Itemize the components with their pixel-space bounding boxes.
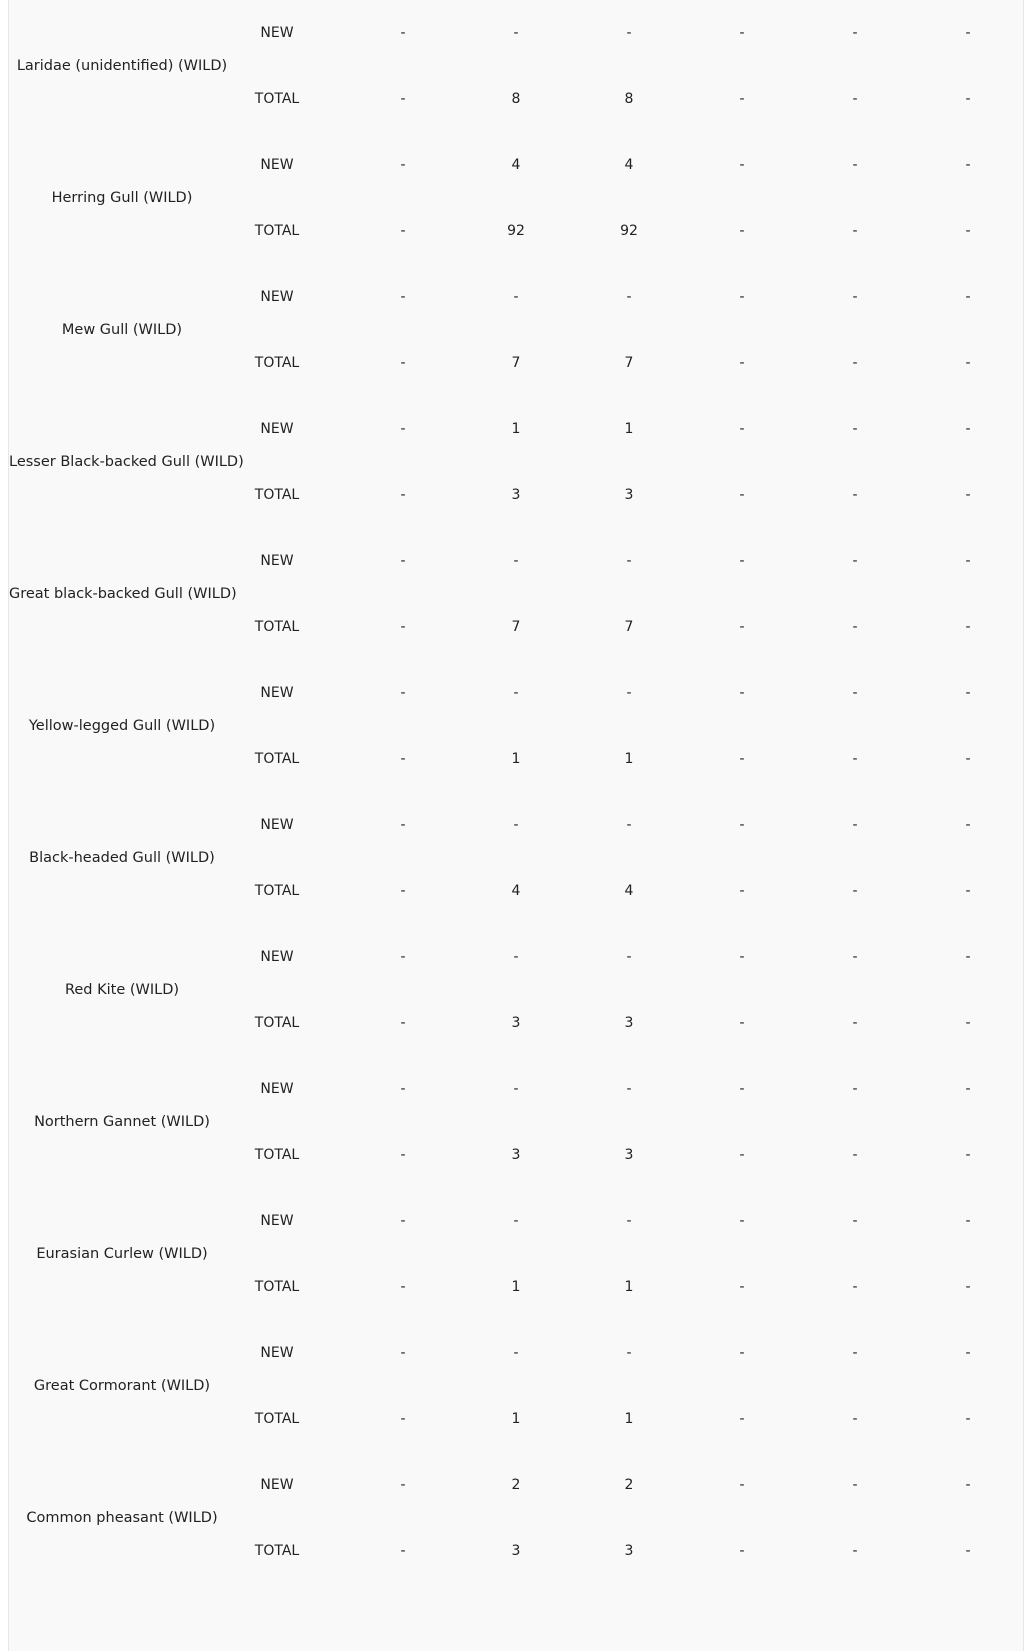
total-count-cell: - — [400, 619, 406, 635]
total-label: TOTAL — [254, 751, 300, 767]
new-count-cell: - — [965, 817, 971, 833]
species-row — [9, 132, 1025, 264]
new-count-cell: - — [965, 1081, 971, 1097]
total-label: TOTAL — [254, 223, 300, 239]
new-count-cell: - — [852, 289, 858, 305]
total-count-cell: - — [400, 487, 406, 503]
new-count-cell: 2 — [624, 1477, 634, 1493]
species-name: Red Kite (WILD) — [64, 982, 180, 998]
new-count-cell: - — [400, 25, 406, 41]
new-count-cell: - — [626, 553, 632, 569]
total-count-cell: - — [965, 883, 971, 899]
new-count-cell: - — [400, 949, 406, 965]
total-count-cell: 3 — [511, 1147, 521, 1163]
total-count-cell: - — [400, 355, 406, 371]
species-name: Black-headed Gull (WILD) — [29, 850, 215, 866]
new-count-cell: - — [965, 289, 971, 305]
total-count-cell: - — [739, 751, 745, 767]
species-name: Laridae (unidentified) (WILD) — [16, 58, 228, 74]
new-count-cell: - — [400, 421, 406, 437]
total-count-cell: 1 — [624, 1411, 634, 1427]
total-count-cell: 92 — [620, 223, 638, 239]
total-count-row — [9, 1277, 1025, 1297]
new-label: NEW — [260, 25, 294, 41]
new-count-cell: - — [965, 1345, 971, 1361]
new-count-row — [9, 1343, 1025, 1363]
total-label: TOTAL — [254, 355, 300, 371]
total-count-cell: - — [965, 487, 971, 503]
new-label: NEW — [260, 685, 294, 701]
total-count-cell: - — [965, 751, 971, 767]
total-label: TOTAL — [254, 883, 300, 899]
new-count-cell: - — [852, 1213, 858, 1229]
total-count-cell: - — [739, 1279, 745, 1295]
new-count-cell: - — [739, 25, 745, 41]
total-count-cell: 1 — [511, 1411, 521, 1427]
species-row — [9, 792, 1025, 924]
species-table-body — [9, 0, 1025, 1584]
new-count-cell: - — [852, 1477, 858, 1493]
total-count-cell: 8 — [624, 91, 634, 107]
total-count-row — [9, 1409, 1025, 1429]
total-count-cell: - — [400, 883, 406, 899]
new-count-cell: - — [626, 949, 632, 965]
total-count-row — [9, 1541, 1025, 1561]
new-count-cell: - — [852, 553, 858, 569]
new-label: NEW — [260, 553, 294, 569]
total-count-row — [9, 881, 1025, 901]
total-count-cell: 3 — [511, 1543, 521, 1559]
species-name: Great Cormorant (WILD) — [33, 1378, 211, 1394]
new-count-row — [9, 947, 1025, 967]
total-count-cell: - — [852, 1411, 858, 1427]
species-row — [9, 528, 1025, 660]
total-count-cell: - — [400, 751, 406, 767]
total-count-cell: - — [400, 1279, 406, 1295]
total-count-cell: - — [739, 1015, 745, 1031]
new-count-cell: - — [513, 1081, 519, 1097]
total-count-cell: - — [400, 1543, 406, 1559]
new-count-cell: - — [626, 685, 632, 701]
total-count-row — [9, 1145, 1025, 1165]
new-count-cell: - — [513, 1345, 519, 1361]
species-table-panel — [8, 0, 1024, 1651]
species-row — [9, 396, 1025, 528]
new-count-cell: - — [400, 289, 406, 305]
total-count-cell: - — [965, 1543, 971, 1559]
total-count-cell: - — [852, 91, 858, 107]
new-count-cell: - — [513, 949, 519, 965]
species-row — [9, 0, 1025, 132]
new-count-cell: - — [739, 1477, 745, 1493]
species-row — [9, 1320, 1025, 1452]
new-count-cell: - — [965, 685, 971, 701]
total-count-cell: 3 — [511, 487, 521, 503]
total-count-row — [9, 485, 1025, 505]
total-count-row — [9, 617, 1025, 637]
new-count-cell: - — [626, 1345, 632, 1361]
total-count-cell: - — [400, 1147, 406, 1163]
new-count-cell: - — [513, 817, 519, 833]
new-count-cell: - — [400, 685, 406, 701]
total-count-cell: - — [400, 223, 406, 239]
total-count-cell: 1 — [624, 1279, 634, 1295]
total-count-cell: - — [739, 619, 745, 635]
total-label: TOTAL — [254, 1411, 300, 1427]
new-count-row — [9, 23, 1025, 43]
new-count-cell: - — [965, 1213, 971, 1229]
new-count-cell: - — [965, 949, 971, 965]
new-count-cell: - — [852, 1345, 858, 1361]
new-count-cell: 4 — [511, 157, 521, 173]
total-label: TOTAL — [254, 1543, 300, 1559]
total-count-cell: - — [400, 1411, 406, 1427]
new-label: NEW — [260, 949, 294, 965]
total-count-cell: 3 — [624, 1015, 634, 1031]
new-count-cell: - — [965, 157, 971, 173]
total-count-cell: - — [852, 751, 858, 767]
new-count-cell: - — [513, 289, 519, 305]
total-count-cell: - — [965, 355, 971, 371]
total-count-cell: - — [739, 91, 745, 107]
new-count-cell: - — [400, 1081, 406, 1097]
total-count-cell: - — [739, 1411, 745, 1427]
total-count-cell: 3 — [624, 487, 634, 503]
new-count-row — [9, 155, 1025, 175]
total-count-cell: 1 — [624, 751, 634, 767]
total-count-row — [9, 749, 1025, 769]
species-name: Lesser Black-backed Gull (WILD) — [9, 454, 244, 470]
species-name: Herring Gull (WILD) — [51, 190, 193, 206]
new-count-cell: - — [965, 1477, 971, 1493]
total-count-cell: - — [852, 619, 858, 635]
new-count-cell: - — [852, 1081, 858, 1097]
total-count-cell: 7 — [624, 355, 634, 371]
new-count-cell: - — [965, 25, 971, 41]
new-count-cell: - — [400, 553, 406, 569]
new-count-cell: 1 — [624, 421, 634, 437]
new-count-row — [9, 419, 1025, 439]
total-count-row — [9, 1013, 1025, 1033]
total-count-cell: 3 — [511, 1015, 521, 1031]
species-row — [9, 1452, 1025, 1584]
new-count-cell: - — [852, 421, 858, 437]
total-count-cell: 3 — [624, 1543, 634, 1559]
new-count-cell: - — [852, 157, 858, 173]
total-count-cell: - — [852, 1015, 858, 1031]
new-count-cell: - — [400, 157, 406, 173]
new-count-cell: - — [400, 1345, 406, 1361]
total-count-cell: 1 — [511, 1279, 521, 1295]
total-count-cell: - — [739, 355, 745, 371]
total-count-cell: - — [739, 1147, 745, 1163]
new-count-cell: - — [400, 1477, 406, 1493]
total-count-cell: - — [852, 355, 858, 371]
total-label: TOTAL — [254, 487, 300, 503]
species-row — [9, 924, 1025, 1056]
total-count-row — [9, 353, 1025, 373]
species-name: Great black-backed Gull (WILD) — [9, 586, 237, 602]
new-label: NEW — [260, 421, 294, 437]
total-count-cell: - — [739, 223, 745, 239]
total-count-cell: - — [965, 1279, 971, 1295]
total-label: TOTAL — [254, 91, 300, 107]
total-count-cell: - — [965, 1015, 971, 1031]
new-count-cell: 4 — [624, 157, 634, 173]
total-count-cell: 1 — [511, 751, 521, 767]
new-label: NEW — [260, 1081, 294, 1097]
total-count-cell: - — [852, 1279, 858, 1295]
new-count-cell: - — [513, 685, 519, 701]
new-label: NEW — [260, 157, 294, 173]
species-name: Northern Gannet (WILD) — [34, 1114, 210, 1130]
species-name: Eurasian Curlew (WILD) — [36, 1246, 208, 1262]
new-count-cell: - — [739, 685, 745, 701]
new-count-row — [9, 1211, 1025, 1231]
total-count-row — [9, 89, 1025, 109]
new-count-cell: - — [626, 289, 632, 305]
new-count-cell: - — [739, 421, 745, 437]
new-count-cell: - — [626, 25, 632, 41]
total-label: TOTAL — [254, 1015, 300, 1031]
species-row — [9, 264, 1025, 396]
new-count-cell: - — [739, 1081, 745, 1097]
total-count-cell: 4 — [511, 883, 521, 899]
total-count-cell: - — [400, 1015, 406, 1031]
new-count-cell: - — [852, 25, 858, 41]
total-count-cell: - — [739, 1543, 745, 1559]
total-count-cell: - — [965, 619, 971, 635]
new-label: NEW — [260, 817, 294, 833]
total-count-cell: - — [852, 487, 858, 503]
new-label: NEW — [260, 1345, 294, 1361]
total-count-cell: 7 — [511, 619, 521, 635]
total-count-cell: - — [965, 1147, 971, 1163]
species-name: Yellow-legged Gull (WILD) — [28, 718, 216, 734]
total-count-cell: - — [739, 883, 745, 899]
new-count-cell: - — [626, 817, 632, 833]
new-label: NEW — [260, 289, 294, 305]
new-count-row — [9, 551, 1025, 571]
species-name: Common pheasant (WILD) — [26, 1510, 218, 1526]
total-count-cell: - — [965, 1411, 971, 1427]
new-count-cell: - — [852, 817, 858, 833]
new-count-cell: - — [739, 817, 745, 833]
species-row — [9, 660, 1025, 792]
new-count-cell: 1 — [511, 421, 521, 437]
new-count-cell: - — [739, 289, 745, 305]
new-count-cell: - — [400, 817, 406, 833]
new-count-cell: - — [400, 1213, 406, 1229]
new-count-cell: - — [739, 553, 745, 569]
new-count-cell: - — [739, 157, 745, 173]
new-label: NEW — [260, 1213, 294, 1229]
new-count-cell: - — [513, 553, 519, 569]
new-count-cell: - — [852, 949, 858, 965]
new-count-cell: - — [739, 1213, 745, 1229]
total-count-cell: 8 — [511, 91, 521, 107]
new-count-cell: - — [513, 25, 519, 41]
total-count-row — [9, 221, 1025, 241]
total-count-cell: - — [965, 91, 971, 107]
new-count-cell: - — [513, 1213, 519, 1229]
new-count-cell: 2 — [511, 1477, 521, 1493]
total-count-cell: 7 — [624, 619, 634, 635]
total-count-cell: - — [400, 91, 406, 107]
new-count-row — [9, 287, 1025, 307]
total-label: TOTAL — [254, 1147, 300, 1163]
new-count-cell: - — [626, 1213, 632, 1229]
new-count-cell: - — [739, 1345, 745, 1361]
total-count-cell: - — [852, 223, 858, 239]
species-row — [9, 1188, 1025, 1320]
new-label: NEW — [260, 1477, 294, 1493]
total-label: TOTAL — [254, 619, 300, 635]
total-count-cell: 92 — [507, 223, 525, 239]
species-row — [9, 1056, 1025, 1188]
total-count-cell: 7 — [511, 355, 521, 371]
new-count-cell: - — [965, 421, 971, 437]
total-label: TOTAL — [254, 1279, 300, 1295]
species-name: Mew Gull (WILD) — [61, 322, 183, 338]
total-count-cell: - — [852, 883, 858, 899]
new-count-row — [9, 1475, 1025, 1495]
new-count-cell: - — [965, 553, 971, 569]
new-count-cell: - — [739, 949, 745, 965]
total-count-cell: - — [852, 1147, 858, 1163]
total-count-cell: 3 — [624, 1147, 634, 1163]
new-count-row — [9, 1079, 1025, 1099]
total-count-cell: - — [852, 1543, 858, 1559]
new-count-cell: - — [852, 685, 858, 701]
total-count-cell: - — [739, 487, 745, 503]
total-count-cell: 4 — [624, 883, 634, 899]
new-count-row — [9, 683, 1025, 703]
new-count-cell: - — [626, 1081, 632, 1097]
new-count-row — [9, 815, 1025, 835]
total-count-cell: - — [965, 223, 971, 239]
